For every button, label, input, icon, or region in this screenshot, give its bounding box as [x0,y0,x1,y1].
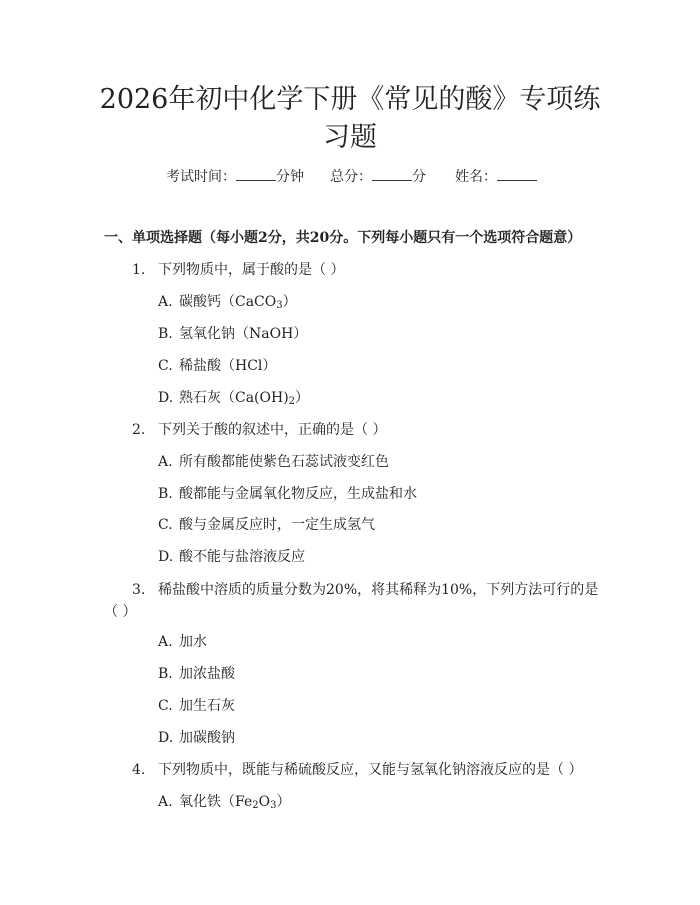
question-stem: 下列关于酸的叙述中，正确的是（ ） [158,422,387,438]
option-letter: A. [158,294,173,310]
question-number: 2. [132,422,146,438]
option-letter: D. [158,549,174,565]
option-text: 酸与金属反应时，一定生成氢气 [179,517,375,533]
option-letter: A. [158,794,173,810]
option-text-mid: O [258,794,271,810]
option-text: 加碳酸钠 [179,730,235,746]
question-2 [132,420,386,440]
total-score-label: 总分： [330,169,372,185]
option-subscript: 3 [276,300,283,311]
option-text: 稀盐酸（HCl） [179,358,277,374]
name-field [455,166,537,187]
question-1-option-b [158,324,307,344]
option-text-tail: ） [282,294,297,310]
question-stem: 下列物质中，既能与稀硫酸反应，又能与氢氧化钠溶液反应的是（ ） [158,762,583,778]
option-letter: B. [158,326,173,342]
question-4-option-a [158,792,290,812]
question-number: 4. [132,762,146,778]
page-title: 2026年初中化学下册《常见的酸》专项练习题 [99,84,601,153]
option-text: 加水 [179,634,207,650]
option-letter: A. [158,634,173,650]
question-3-stem-continuation: （ ） [104,604,137,620]
question-3-option-b [158,664,235,684]
question-3-option-d [158,728,235,748]
option-text: 酸都能与金属氧化物反应，生成盐和水 [179,486,417,502]
question-number: 3. [132,582,146,598]
option-text: 氧化铁（Fe [179,794,253,810]
option-text: 熟石灰（Ca(OH) [179,390,289,406]
exam-time-field [166,166,304,187]
question-1-option-a [158,292,297,312]
question-1-option-c [158,356,276,376]
question-2-option-d [158,547,305,567]
option-letter: D. [158,390,174,406]
option-letter: D. [158,730,174,746]
question-3-option-a [158,632,207,652]
total-score-unit: 分 [412,169,426,185]
option-text-tail: ） [276,794,291,810]
option-letter: B. [158,666,173,682]
option-subscript: 2 [252,800,259,811]
option-letter: A. [158,454,173,470]
option-subscript-2: 3 [270,800,277,811]
question-3 [132,580,598,600]
exam-time-blank [236,166,276,181]
option-text-tail: ） [295,390,310,406]
total-score-field [330,166,426,187]
option-text: 氢氧化钠（NaOH） [179,326,308,342]
section-heading: 一、单项选择题（每小题2分，共20分。下列每小题只有一个选项符合题意） [104,230,582,246]
total-score-blank [372,166,412,181]
option-subscript: 2 [288,396,296,407]
question-stem: 下列物质中，属于酸的是（ ） [158,262,345,278]
question-2-option-a [158,452,389,472]
question-2-option-b [158,484,417,504]
name-label: 姓名： [455,169,497,185]
question-4 [132,760,582,780]
question-1-option-d [158,388,309,408]
option-text: 所有酸都能使紫色石蕊试液变红色 [179,454,389,470]
question-3-option-c [158,696,235,716]
option-letter: B. [158,486,173,502]
option-letter: C. [158,517,173,533]
option-letter: C. [158,698,173,714]
option-text: 加浓盐酸 [179,666,235,682]
exam-time-label: 考试时间： [166,169,236,185]
question-1 [132,260,344,280]
option-letter: C. [158,358,173,374]
name-blank [497,166,537,181]
option-text: 碳酸钙（CaCO [179,294,277,310]
option-text: 酸不能与盐溶液反应 [179,549,305,565]
question-stem: 稀盐酸中溶质的质量分数为20%，将其稀释为10%，下列方法可行的是 [158,582,599,598]
option-text: 加生石灰 [179,698,235,714]
question-number: 1. [132,262,146,278]
exam-time-unit: 分钟 [276,169,304,185]
question-2-option-c [158,515,375,535]
